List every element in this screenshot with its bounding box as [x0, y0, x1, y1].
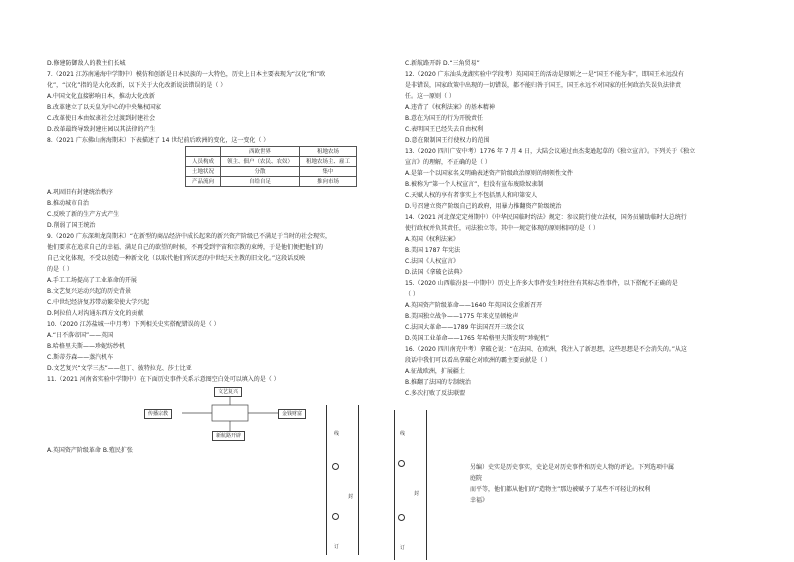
text-line: B.美国独立战争——1775 年来克星顿枪声: [405, 313, 519, 320]
margin-glyph: 订: [400, 545, 406, 551]
table-cell: [186, 147, 221, 157]
table-cell: 租地农场主、雇工: [300, 157, 357, 167]
diagram-node-right: 金钱财富: [278, 409, 306, 419]
text-line: 的是（ ）: [47, 266, 73, 273]
text-line: B.推动城市自治: [47, 200, 90, 207]
text-line: 他们要求在追求自己的幸福、满足自己的欲望的时候，不再受到宇宙和宗教的束缚，于是他们便把他们的: [47, 244, 324, 251]
table-cell: 自给自足: [221, 177, 300, 187]
text-line: 16.（2020 四川南充中考）拿破仑说：“在法国、在欧洲，我注入了新思想，这些思想是不会消失的。”从这: [405, 346, 687, 353]
binding-margin-right: [392, 410, 452, 560]
text-line: 而平等，他们都从他们的“造物主”那边被赋予了某些不可轻让的权利: [470, 486, 651, 493]
text-line: 自己文化体现，不受以创造一种新文化（以取代他们所厌恶的中世纪天主教的旧文化。”这段话反映: [47, 255, 306, 262]
text-line: A.英国资产阶级革命——1640 年英国议会重新召开: [405, 302, 543, 309]
left-lines-b: [47, 187, 383, 385]
text-line: B.文艺复兴运动兴起的历史背景: [47, 288, 132, 295]
text-line: C.斯蒂芬森——蒸汽机车: [47, 354, 114, 361]
text-line: B.推翻了法国的专制统治: [405, 379, 472, 386]
text-line: 化”，“汉化”指的是大化改新，以下关于大化改新说法错误的是（ ）: [47, 82, 227, 89]
table-cell: 西欧世界: [221, 147, 300, 157]
comparison-table: [185, 146, 357, 187]
text-line: A.巩固旧有封建统治秩序: [47, 189, 113, 196]
table-cell: 领主、佃户（农民、农奴）: [221, 157, 300, 167]
text-line: 另编）史实是历史事实，史论是对历史事件和历史人物的评论。下列选项中属: [470, 464, 675, 471]
table-cell: 集中: [300, 167, 357, 177]
text-line: C.改革使日本由奴隶社会过渡到封建社会: [47, 115, 156, 122]
text-line: A.违背了《权利法案》的基本精神: [405, 104, 495, 111]
table-cell: 分散: [221, 167, 300, 177]
text-line: 庭院: [470, 475, 483, 482]
margin-glyph: 线: [334, 431, 340, 437]
text-line: A.英国资产阶级革命 B.殖民扩张: [47, 447, 133, 454]
text-line: C.法国《人权宣言》: [405, 258, 460, 265]
text-line: A.“日不落帝国”——英国: [47, 332, 114, 339]
left-lines-a: [47, 58, 383, 146]
table-cell: 土地状况: [186, 167, 221, 177]
margin-circle: [398, 460, 405, 467]
left-column: [47, 58, 383, 456]
text-line: A.英国《权利法案》: [405, 236, 459, 243]
text-line: 7.（2021 江苏南通海中学期中）模仿和创新是日本民族的一大特色，历史上日本主要表现为“汉化”和“欧: [47, 71, 326, 78]
text-line: D.法国《拿破仑法典》: [405, 269, 466, 276]
text-line: C.反映了新的生产方式产生: [47, 211, 120, 218]
margin-circle: [332, 463, 339, 470]
text-line: B.哈格里夫斯——珍妮纺纱机: [47, 343, 126, 350]
text-line: 段话中我们可以看出拿破仑对欧洲的霸主要贡献是（ ）: [405, 357, 551, 364]
text-line: （ ）: [405, 291, 419, 298]
margin-glyph: 封: [414, 491, 420, 497]
diagram-node-bottom: 新航路开辟: [212, 431, 245, 441]
table-cell: 推向市场: [300, 177, 357, 187]
text-line: A.是第一个以国家名义明确表述资产阶级政治原则的纲领性文件: [405, 170, 573, 177]
text-line: D.号召建立资产阶级自己的政府，用暴力推翻资产阶级统治: [405, 203, 562, 210]
text-line: B.意在为国王的行为开脱责任: [405, 115, 484, 122]
text-line: B.改革建立了以天皇为中心的中央集权国家: [47, 104, 162, 111]
table-cell: 人员构成: [186, 157, 221, 167]
text-line: 11.（2021 河南省实验中学期中）在下面历史事件关系示意图空白处可以填入的是（ ）: [47, 376, 280, 383]
text-line: D.英国工业革命——1765 年哈格里夫斯发明“珍妮机”: [405, 335, 549, 342]
table-cell: 产品流向: [186, 177, 221, 187]
text-line: 14.（2021 河北保定定州期中）《中华民国临时约法》规定：参议院行使立法权，国务员辅助临时大总统行: [405, 214, 687, 221]
margin-line: [394, 410, 395, 560]
text-line: 使行政权并负其责任，司法独立等。其中一规定体现的原则相同的是（ ）: [405, 225, 599, 232]
text-line: D.修建防御敌人的教主们长城: [47, 60, 126, 67]
text-line: 是非错误，国家政策中出现的一切错误，都不能归咎于国王，国王永远不对国家的任何政治失误负法律责: [405, 82, 682, 89]
text-line: D.阿拉伯人对沟通东西方文化的贡献: [47, 310, 144, 317]
text-line: 13.（2020 四川广安中考）1776 年 7 月 4 日，大陆会议通过由杰斐逊起草的《独立宣言》。下列关于《独立: [405, 148, 696, 155]
text-line: C.多次打败了反法联盟: [405, 390, 466, 397]
text-line: D.文艺复兴“文学三杰”——但丁、彼特拉克、莎士比亚: [47, 365, 192, 372]
margin-glyph: 封: [348, 494, 354, 500]
diagram-node-left: 传播宗教: [144, 409, 172, 419]
margin-glyph: 订: [334, 544, 340, 550]
text-line: 10.（2020 江苏盐城一中月考）下列相关史实搭配错误的是（ ）: [47, 321, 220, 328]
question-17-fragment: [470, 462, 750, 506]
text-line: 9.（2020 广东深圳龙岗期末）“在新型的商品经济中成长起来的新兴资产阶级已不满足于当时的社会现实，: [47, 233, 332, 240]
text-line: B.被称为“第一个人权宣言”，但没有宣布废除奴隶制: [405, 181, 544, 188]
margin-glyph: 线: [400, 431, 406, 437]
text-line: C.新航路开辟 D.“三角贸易”: [405, 60, 480, 67]
margin-line: [326, 405, 327, 555]
margin-line: [426, 410, 427, 560]
margin-circle: [398, 514, 405, 521]
text-line: 8.（2021 广东佛山南海期末）下表描述了 14 世纪前后欧洲的变化，这一变化（ ）: [47, 137, 270, 144]
margin-circle: [332, 513, 339, 520]
text-line: D.意在限制国王行使权力的范围: [405, 137, 490, 144]
text-line: 任。这一原则（ ）: [405, 93, 455, 100]
text-line: B.美国 1787 年宪法: [405, 247, 461, 254]
text-line: C.表明国王已经失去自由权利: [405, 126, 484, 133]
text-line: 15.（2020 山西临汾县一中期中）历史上许多大事件发生时往往有其标志性事件，以下搭配不正确的是: [405, 280, 678, 287]
diagram-node-top: 文艺复兴: [214, 387, 242, 397]
table-cell: 租地农场: [300, 147, 357, 157]
text-line: 宣言》的理解，不正确的是（ ）: [405, 159, 491, 166]
event-relation-diagram: [142, 385, 322, 445]
text-line: C.天赋人权的享有者事实上不包括黑人和印第安人: [405, 192, 538, 199]
text-line: D.削弱了国王统治: [47, 222, 96, 229]
text-line: A.中国文化直接影响日本，推动大化改新: [47, 93, 155, 100]
text-line: C.中世纪经济复苏带动繁荣使大学兴起: [47, 299, 150, 306]
text-line: D.改革最终导致封建庄园以其法律的产生: [47, 126, 156, 133]
text-line: A.手工工场提高了工业革命的开展: [47, 277, 137, 284]
text-line: C.法国大革命——1789 年法国召开三级会议: [405, 324, 525, 331]
text-line: A.征战欧洲，扩展疆土: [405, 368, 465, 375]
text-line: 幸福》: [470, 497, 489, 504]
text-line: 12.（2020 广东汕头龙湖实验中学段考）英国国王的活动是原则之一是“国王不能为非”，即国王永远没有: [405, 71, 684, 78]
margin-line: [358, 405, 359, 555]
right-column: [405, 58, 745, 399]
binding-margin-left: [322, 405, 372, 555]
